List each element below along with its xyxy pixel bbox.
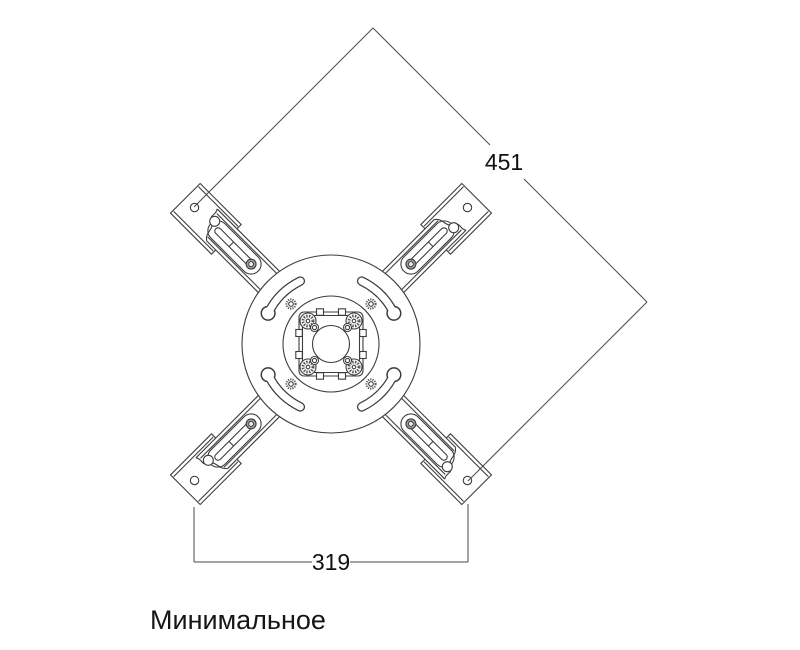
dimension-line [373, 28, 490, 145]
dimension-value-diagonal: 451 [484, 149, 524, 175]
central-hole [313, 326, 350, 363]
dimension-line [524, 179, 647, 302]
extension-line [468, 302, 647, 481]
extension-line [194, 28, 373, 207]
square-adapter-plate [296, 309, 366, 379]
dimension-horizontal [194, 504, 468, 575]
dimension-value-horizontal: 319 [311, 549, 351, 575]
diagram-caption: Минимальное [150, 605, 326, 635]
